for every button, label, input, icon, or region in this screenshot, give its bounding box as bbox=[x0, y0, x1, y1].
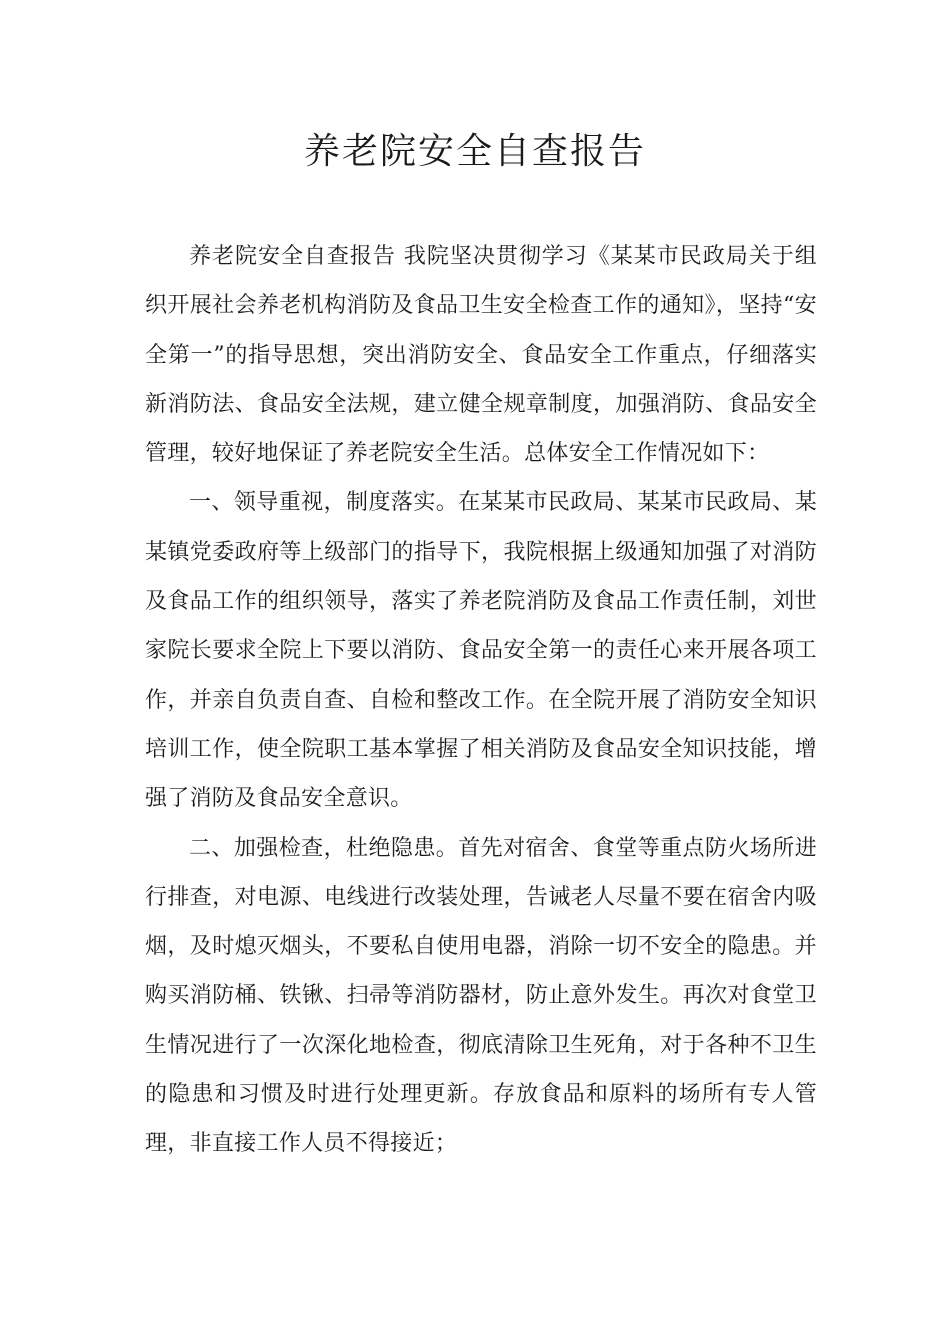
document-title: 养老院安全自查报告 bbox=[303, 131, 646, 172]
paragraph-intro: 养老院安全自查报告 我院坚决贯彻学习《某某市民政局关于组织开展社会养老机构消防及食品卫生安全检查工作的通知》，坚持“安全第一”的指导思想，突出消防安全、食品安全工作重点，仔细落实新消防法、食品安全法规，建立健全规章制度，加强消防、食品安全管理，较好地保证了养老院安全生活。总体安全工作情况如下： bbox=[145, 244, 817, 467]
paragraph-section-2: 二、加强检查，杜绝隐患。首先对宿舍、食堂等重点防火场所进行排查，对电源、电线进行改装处理，告诫老人尽量不要在宿舍内吸烟，及时熄灭烟头，不要私自使用电器，消除一切不安全的隐患。并购买消防桶、铁锹、扫帚等消防器材，防止意外发生。再次对食堂卫生情况进行了一次深化地检查，彻底清除卫生死角，对于各种不卫生的隐患和习惯及时进行处理更新。存放食品和原料的场所有专人管理，非直接工作人员不得接近； bbox=[145, 835, 817, 1157]
document-body bbox=[145, 232, 817, 1169]
paragraph-section-1: 一、领导重视，制度落实。在某某市民政局、某某市民政局、某某镇党委政府等上级部门的指导下，我院根据上级通知加强了对消防及食品工作的组织领导，落实了养老院消防及食品工作责任制，刘世家院长要求全院上下要以消防、食品安全第一的责任心来开展各项工作，并亲自负责自查、自检和整改工作。在全院开展了消防安全知识培训工作，使全院职工基本掌握了相关消防及食品安全知识技能，增强了消防及食品安全意识。 bbox=[145, 490, 817, 812]
